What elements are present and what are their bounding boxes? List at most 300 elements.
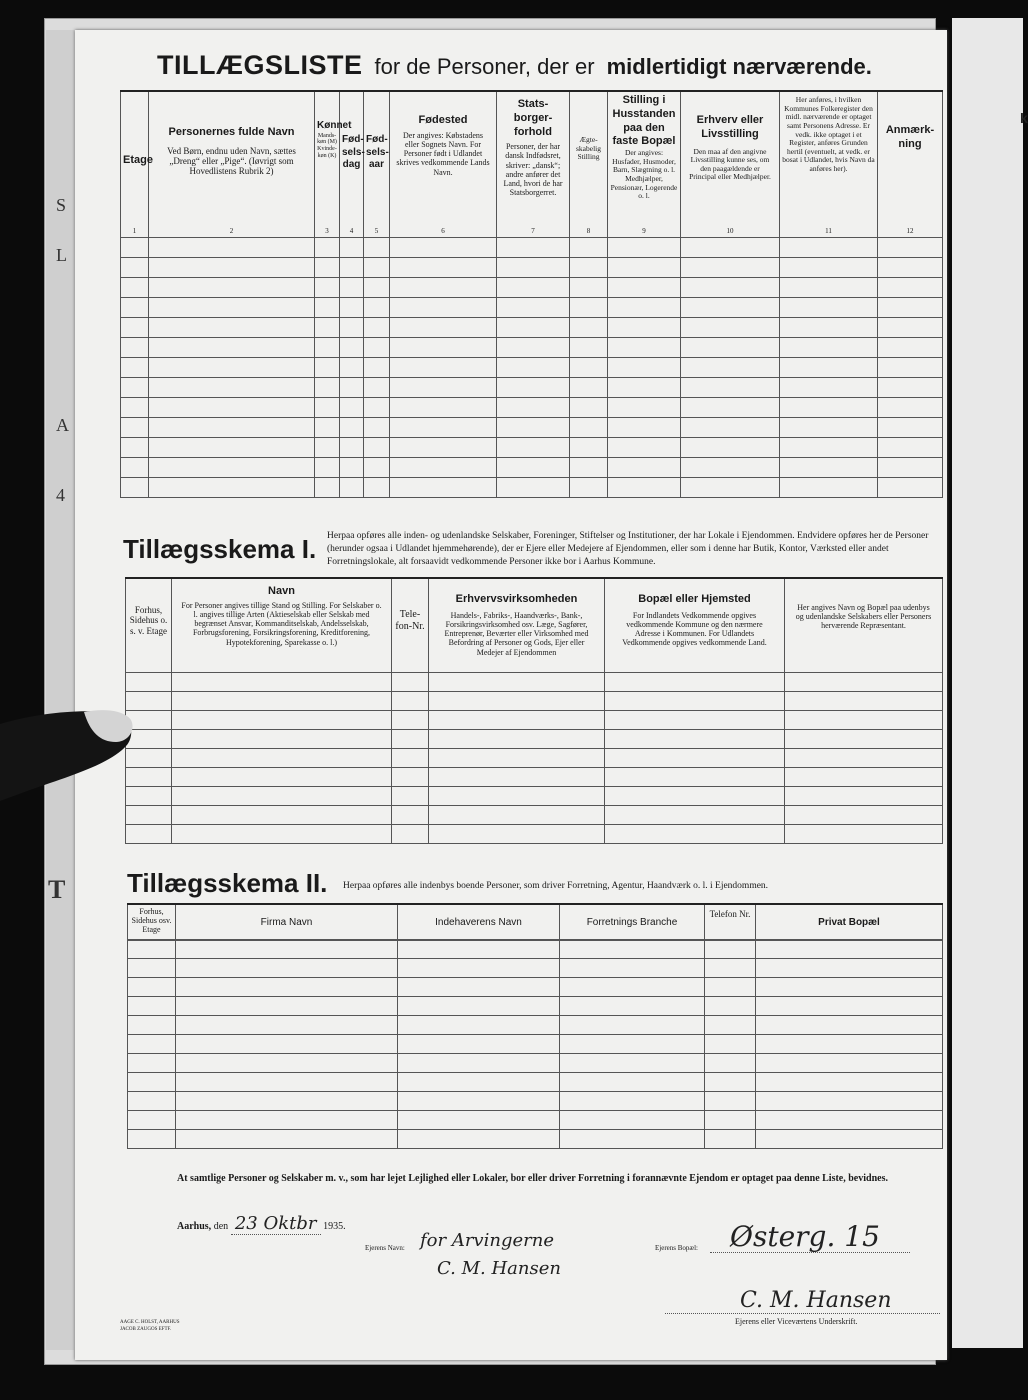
table-cell: [570, 378, 608, 398]
table-row: [121, 358, 943, 378]
skema2-title: Tillægsskema II.: [127, 868, 328, 898]
table-cell: [705, 940, 756, 959]
table-cell: [497, 258, 570, 278]
table-cell: [149, 338, 315, 358]
table-cell: [398, 1035, 560, 1054]
table-cell: [315, 358, 340, 378]
table-cell: [605, 730, 785, 749]
table-cell: [681, 458, 780, 478]
table-cell: [756, 1092, 943, 1111]
table-cell: [364, 238, 390, 258]
table-cell: [176, 1130, 398, 1149]
main-table: [120, 90, 943, 238]
col-name: Personernes fulde Navn Ved Børn, endnu uden Navn, sættes „Dreng“ eller „Pige“. (Iøvrigt som Hovedlistens Rubrik 2) 2: [149, 91, 315, 237]
table-cell: [497, 438, 570, 458]
table-cell: [780, 278, 878, 298]
table-cell: [149, 298, 315, 318]
table-cell: [681, 338, 780, 358]
table-cell: [785, 692, 943, 711]
table-cell: [705, 1054, 756, 1073]
table-cell: [681, 378, 780, 398]
table-cell: [705, 997, 756, 1016]
table-cell: [560, 1130, 705, 1149]
table-cell: [398, 1111, 560, 1130]
table-cell: [364, 258, 390, 278]
table-cell: [364, 278, 390, 298]
table-cell: [560, 997, 705, 1016]
table-cell: [398, 997, 560, 1016]
s2-col-phone: Telefon Nr.: [705, 904, 756, 940]
table-cell: [608, 358, 681, 378]
table-cell: [392, 730, 429, 749]
table-cell: [497, 378, 570, 398]
table-cell: [121, 238, 149, 258]
table-cell: [785, 768, 943, 787]
table-cell: [172, 825, 392, 844]
table-row: [121, 338, 943, 358]
table-cell: [121, 338, 149, 358]
table-cell: [392, 692, 429, 711]
table-cell: [878, 378, 943, 398]
table-cell: [172, 749, 392, 768]
table-cell: [878, 318, 943, 338]
table-cell: [364, 378, 390, 398]
table-cell: [681, 398, 780, 418]
table-cell: [429, 673, 605, 692]
table-row: [121, 418, 943, 438]
table-row: [128, 1073, 943, 1092]
table-cell: [681, 278, 780, 298]
table-cell: [570, 278, 608, 298]
title-word: TILLÆGSLISTE: [157, 50, 363, 80]
table-cell: [780, 358, 878, 378]
table-cell: [681, 238, 780, 258]
table-cell: [560, 1111, 705, 1130]
table-row: [126, 806, 943, 825]
table-cell: [126, 825, 172, 844]
col-occupation: Erhverv eller Livsstilling Den maa af den angivne Livsstilling kunne ses, om den paagældende er Principal eller Medhjælper. 10: [681, 91, 780, 237]
place-label: Aarhus,: [177, 1221, 212, 1232]
certification-text: At samtlige Personer og Selskaber m. v., som har lejet Lejlighed eller Lokaler, bor eller driver Forretning i forannævnte Ejendom er optaget paa denne Liste, bevidnes.: [177, 1173, 888, 1184]
s1-col-business: Erhvervsvirksomheden Handels-, Fabriks-, Haandværks-, Bank-, Forsikringsvirksomhed osv. Læge, Sagfører, Entreprenør, Beværter eller Virksomhed med Befordring af Personer og Gods, Ejer eller Medejer af Ejendommen: [429, 578, 605, 672]
table-cell: [392, 825, 429, 844]
signature-label: Ejerens eller Viceværtens Underskrift.: [735, 1317, 858, 1326]
col-birthday: Fød-sels-dag 4: [340, 91, 364, 237]
table-cell: [149, 278, 315, 298]
table-cell: [705, 1092, 756, 1111]
table-row: [128, 1111, 943, 1130]
table-cell: [878, 338, 943, 358]
table-cell: [128, 997, 176, 1016]
owner-address-label: Ejerens Bopæl:: [655, 1244, 698, 1252]
table-cell: [149, 258, 315, 278]
table-row: [121, 378, 943, 398]
table-cell: [570, 358, 608, 378]
table-cell: [172, 730, 392, 749]
table-cell: [128, 959, 176, 978]
table-cell: [785, 806, 943, 825]
owner-address-handwritten: Østerg. 15: [730, 1220, 880, 1253]
table-cell: [340, 298, 364, 318]
table-row: [121, 458, 943, 478]
signature-handwritten: C. M. Hansen: [740, 1288, 892, 1313]
table-row: [126, 787, 943, 806]
table-cell: [340, 338, 364, 358]
table-cell: [570, 318, 608, 338]
table-cell: [392, 749, 429, 768]
table-row: [121, 438, 943, 458]
table-cell: [340, 478, 364, 498]
table-cell: [315, 318, 340, 338]
table-cell: [176, 940, 398, 959]
table-cell: [780, 318, 878, 338]
table-cell: [392, 768, 429, 787]
table-cell: [570, 338, 608, 358]
table-cell: [756, 1111, 943, 1130]
table-cell: [780, 438, 878, 458]
table-cell: [149, 398, 315, 418]
table-cell: [176, 1016, 398, 1035]
form-page: [75, 30, 947, 1360]
margin-mark: T: [48, 875, 66, 904]
table-cell: [681, 298, 780, 318]
table-cell: [497, 458, 570, 478]
s2-col-firm: Firma Navn: [176, 904, 398, 940]
s2-col-branch: Forretnings Branche: [560, 904, 705, 940]
table-cell: [390, 338, 497, 358]
table-cell: [172, 711, 392, 730]
table-cell: [429, 692, 605, 711]
table-row: [126, 749, 943, 768]
table-cell: [121, 278, 149, 298]
den-label: den: [213, 1221, 229, 1232]
table-cell: [364, 398, 390, 418]
table-cell: [497, 478, 570, 498]
table-cell: [392, 711, 429, 730]
table-cell: [390, 418, 497, 438]
s1-col-name: Navn For Personer angives tillige Stand og Stilling. For Selskaber o. l. angives tillige Arten (Aktieselskab eller Selskab med begrænset Ansvar, Kommanditselskab, Andelsselskab, Forbrugsforening, Forsikringsforening, Kreditforening, Hypotekforening, Sparekasse o. l.): [172, 578, 392, 672]
table-cell: [128, 978, 176, 997]
table-cell: [570, 258, 608, 278]
table-cell: [390, 398, 497, 418]
signature-line: [665, 1313, 940, 1314]
table-row: [128, 1092, 943, 1111]
table-cell: [364, 298, 390, 318]
table-cell: [570, 458, 608, 478]
table-cell: [315, 298, 340, 318]
table-cell: [364, 478, 390, 498]
table-cell: [390, 478, 497, 498]
table-cell: [756, 1073, 943, 1092]
table-cell: [315, 438, 340, 458]
table-cell: [390, 378, 497, 398]
table-cell: [785, 825, 943, 844]
table-cell: [340, 418, 364, 438]
table-cell: [364, 438, 390, 458]
table-cell: [705, 959, 756, 978]
table-cell: [681, 438, 780, 458]
skema1-entry-rows: [125, 672, 943, 844]
table-cell: [608, 238, 681, 258]
col-address: Her anføres, i hvilken Kommunes Folkeregister den midl. nærværende er optaget samt Personens Adresse. Er vedk. ikke optaget i et Register, anføres Grunden hertil (eventuelt, at vedk. er bosat i Udlandet, hvis Navn da anføres her). 11: [780, 91, 878, 237]
table-row: [121, 398, 943, 418]
table-cell: [128, 1035, 176, 1054]
table-cell: [780, 478, 878, 498]
table-cell: [128, 1054, 176, 1073]
table-cell: [497, 398, 570, 418]
table-cell: [315, 398, 340, 418]
table-cell: [878, 458, 943, 478]
table-cell: [315, 258, 340, 278]
table-cell: [605, 825, 785, 844]
table-cell: [340, 318, 364, 338]
table-cell: [705, 1130, 756, 1149]
table-cell: [560, 959, 705, 978]
table-cell: [149, 438, 315, 458]
skema1-title: Tillægsskema I.: [123, 534, 317, 564]
table-cell: [128, 1092, 176, 1111]
table-row: [121, 258, 943, 278]
table-cell: [340, 238, 364, 258]
table-cell: [605, 806, 785, 825]
table-cell: [570, 478, 608, 498]
margin-mark: S: [56, 195, 67, 215]
table-cell: [128, 940, 176, 959]
table-cell: [605, 768, 785, 787]
table-cell: [780, 418, 878, 438]
table-cell: [392, 787, 429, 806]
table-cell: [878, 258, 943, 278]
table-cell: [681, 258, 780, 278]
col-remarks: Anmærk-ning 12: [878, 91, 943, 237]
table-cell: [605, 692, 785, 711]
table-cell: [429, 749, 605, 768]
table-cell: [176, 1035, 398, 1054]
table-row: [128, 1054, 943, 1073]
table-cell: [780, 258, 878, 278]
col-gender: Kønnet Mands-køn (M) Kvinde-køn (K) 3: [315, 91, 340, 237]
s2-col-owner: Indehaverens Navn: [398, 904, 560, 940]
table-cell: [878, 278, 943, 298]
skema2-table: [127, 903, 943, 941]
table-cell: [429, 787, 605, 806]
table-cell: [497, 418, 570, 438]
table-cell: [398, 1092, 560, 1111]
table-cell: [121, 318, 149, 338]
table-cell: [878, 358, 943, 378]
table-cell: [364, 338, 390, 358]
table-cell: [172, 692, 392, 711]
table-cell: [390, 318, 497, 338]
table-cell: [176, 1111, 398, 1130]
table-row: [128, 1035, 943, 1054]
table-cell: [705, 1073, 756, 1092]
table-cell: [392, 806, 429, 825]
table-cell: [605, 787, 785, 806]
table-cell: [878, 478, 943, 498]
table-cell: [398, 940, 560, 959]
table-cell: [121, 458, 149, 478]
table-cell: [705, 1016, 756, 1035]
table-cell: [497, 318, 570, 338]
table-cell: [398, 1073, 560, 1092]
table-cell: [780, 458, 878, 478]
table-cell: [756, 978, 943, 997]
table-cell: [570, 418, 608, 438]
table-row: [128, 959, 943, 978]
table-cell: [780, 398, 878, 418]
table-row: [128, 978, 943, 997]
date-handwritten: 23 Oktbr: [234, 1213, 317, 1234]
table-cell: [608, 278, 681, 298]
table-cell: [121, 478, 149, 498]
table-cell: [390, 458, 497, 478]
table-cell: [128, 1073, 176, 1092]
table-cell: [172, 768, 392, 787]
table-cell: [429, 730, 605, 749]
table-cell: [560, 1035, 705, 1054]
table-cell: [149, 458, 315, 478]
table-cell: [390, 238, 497, 258]
table-cell: [121, 378, 149, 398]
table-cell: [681, 358, 780, 378]
facing-page: k: [952, 18, 1023, 1348]
main-title: [157, 50, 872, 81]
table-cell: [176, 1073, 398, 1092]
table-cell: [149, 358, 315, 378]
table-cell: [176, 978, 398, 997]
table-row: [128, 997, 943, 1016]
table-row: [126, 825, 943, 844]
table-cell: [605, 711, 785, 730]
table-cell: [785, 711, 943, 730]
table-cell: [780, 238, 878, 258]
margin-mark: L: [56, 245, 67, 265]
table-cell: [390, 278, 497, 298]
table-cell: [149, 238, 315, 258]
table-cell: [605, 673, 785, 692]
table-cell: [497, 358, 570, 378]
table-row: [126, 730, 943, 749]
table-cell: [608, 298, 681, 318]
table-cell: [705, 1035, 756, 1054]
table-cell: [340, 358, 364, 378]
table-row: [126, 673, 943, 692]
owner-name-label: Ejerens Navn:: [365, 1244, 405, 1252]
table-cell: [608, 398, 681, 418]
table-cell: [176, 959, 398, 978]
table-cell: [364, 358, 390, 378]
printer-mark: AAGE C. HOLST, AARHUS JACOB ZAUGOS EFTF.: [120, 1320, 180, 1332]
table-cell: [121, 398, 149, 418]
table-cell: [398, 978, 560, 997]
table-cell: [608, 378, 681, 398]
s1-col-residence: Bopæl eller Hjemsted For Indlandets Vedkommende opgives vedkommende Kommune og den nærmere Adresse i Kommunen. For Udlandets Vedkommende opgives vedkommende Land.: [605, 578, 785, 672]
table-cell: [608, 418, 681, 438]
gloved-thumb: [0, 706, 135, 801]
table-cell: [608, 438, 681, 458]
skema2-entry-rows: [127, 939, 943, 1149]
table-cell: [429, 825, 605, 844]
table-cell: [340, 438, 364, 458]
table-row: [121, 478, 943, 498]
table-cell: [785, 730, 943, 749]
table-cell: [172, 787, 392, 806]
table-cell: [176, 1092, 398, 1111]
margin-mark: A: [56, 415, 69, 435]
table-cell: [497, 238, 570, 258]
s1-col-phone: Tele-fon-Nr.: [392, 578, 429, 672]
table-cell: [172, 806, 392, 825]
table-cell: [364, 418, 390, 438]
table-cell: [497, 278, 570, 298]
table-cell: [340, 398, 364, 418]
table-cell: [681, 318, 780, 338]
table-cell: [570, 438, 608, 458]
table-cell: [756, 940, 943, 959]
table-cell: [398, 1054, 560, 1073]
table-cell: [121, 358, 149, 378]
table-cell: [705, 1111, 756, 1130]
table-cell: [176, 1054, 398, 1073]
table-cell: [605, 749, 785, 768]
col-citizenship: Stats-borger-forhold Personer, der har dansk Indfødsret, skriver: „dansk“; andre anfører det Land, hvori de har Statsborgerret. 7: [497, 91, 570, 237]
table-cell: [398, 1130, 560, 1149]
table-cell: [398, 1016, 560, 1035]
col-birthyear: Fød-sels-aar 5: [364, 91, 390, 237]
table-cell: [315, 338, 340, 358]
table-cell: [878, 238, 943, 258]
col-birthplace: Fødested Der angives: Købstadens eller Sognets Navn. For Personer født i Udlandet skrives vedkommende Lands Navn. 6: [390, 91, 497, 237]
table-row: [128, 940, 943, 959]
table-cell: [785, 749, 943, 768]
table-cell: [570, 238, 608, 258]
left-page-edge: [46, 30, 74, 1350]
table-cell: [608, 478, 681, 498]
table-cell: [785, 673, 943, 692]
table-cell: [560, 1073, 705, 1092]
table-cell: [364, 318, 390, 338]
table-cell: [121, 418, 149, 438]
table-cell: [780, 298, 878, 318]
table-cell: [340, 258, 364, 278]
table-row: [128, 1130, 943, 1149]
main-header-row: [121, 91, 943, 237]
table-cell: [315, 378, 340, 398]
table-cell: [560, 1016, 705, 1035]
table-cell: [497, 338, 570, 358]
main-entry-rows: [120, 237, 943, 498]
table-cell: [392, 673, 429, 692]
table-cell: [780, 378, 878, 398]
table-cell: [570, 398, 608, 418]
table-cell: [398, 959, 560, 978]
owner-name-handwritten-2: C. M. Hansen: [437, 1258, 561, 1279]
table-cell: [560, 1092, 705, 1111]
margin-mark: 4: [56, 485, 65, 505]
table-cell: [780, 338, 878, 358]
table-row: [121, 278, 943, 298]
table-cell: [878, 398, 943, 418]
table-cell: [785, 787, 943, 806]
title-rest: for de Personer, der er: [374, 54, 595, 79]
table-cell: [429, 711, 605, 730]
table-cell: [126, 806, 172, 825]
table-cell: [878, 298, 943, 318]
year: 1935.: [323, 1221, 346, 1232]
table-cell: [560, 1054, 705, 1073]
table-cell: [121, 298, 149, 318]
